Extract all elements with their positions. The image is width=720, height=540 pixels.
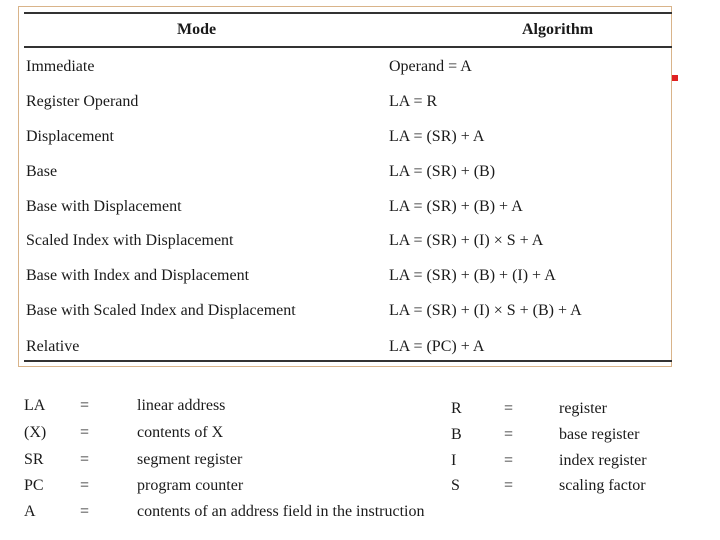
mode-cell: Scaled Index with Displacement bbox=[26, 232, 234, 249]
legend-equals: = bbox=[80, 477, 90, 494]
table-row bbox=[24, 338, 672, 373]
legend-equals: = bbox=[504, 426, 514, 443]
table-top-rule bbox=[24, 12, 672, 14]
table-row bbox=[24, 302, 672, 337]
table-row bbox=[24, 163, 672, 198]
table-row bbox=[24, 93, 672, 128]
table-row bbox=[24, 198, 672, 233]
table-row bbox=[24, 58, 672, 93]
legend-symbol: LA bbox=[24, 397, 46, 414]
algorithm-cell: LA = (SR) + A bbox=[389, 128, 485, 145]
mode-cell: Base with Scaled Index and Displacement bbox=[26, 302, 296, 319]
legend-symbol: S bbox=[451, 477, 460, 494]
mode-cell: Register Operand bbox=[26, 93, 139, 110]
legend-equals: = bbox=[80, 451, 90, 468]
legend-equals: = bbox=[504, 400, 514, 417]
legend-meaning: linear address bbox=[137, 397, 226, 414]
algorithm-cell: LA = (SR) + (B) + (I) + A bbox=[389, 267, 556, 284]
legend-equals: = bbox=[80, 397, 90, 414]
legend-equals: = bbox=[504, 452, 514, 469]
algorithm-cell: LA = (SR) + (B) bbox=[389, 163, 496, 180]
legend-symbol: B bbox=[451, 426, 462, 443]
legend-symbol: (X) bbox=[24, 424, 47, 441]
legend-meaning: base register bbox=[559, 426, 640, 443]
mode-cell: Base with Index and Displacement bbox=[26, 267, 250, 284]
red-bullet-marker bbox=[672, 75, 678, 81]
legend-symbol: I bbox=[451, 452, 457, 469]
legend-meaning: contents of X bbox=[137, 424, 224, 441]
legend-meaning: segment register bbox=[137, 451, 243, 468]
legend-equals: = bbox=[80, 424, 90, 441]
legend-equals: = bbox=[504, 477, 514, 494]
algorithm-cell: LA = (SR) + (B) + A bbox=[389, 198, 523, 215]
legend-symbol: SR bbox=[24, 451, 44, 468]
legend-symbol: A bbox=[24, 503, 36, 520]
mode-cell: Base bbox=[26, 163, 58, 180]
legend-meaning: register bbox=[559, 400, 607, 417]
legend-meaning: program counter bbox=[137, 477, 244, 494]
mode-cell: Relative bbox=[26, 338, 80, 355]
legend-symbol: R bbox=[451, 400, 462, 417]
mode-cell: Displacement bbox=[26, 128, 114, 145]
table-header-rule bbox=[24, 46, 672, 48]
table-bottom-rule bbox=[24, 360, 672, 362]
table-row bbox=[24, 128, 672, 163]
table-row bbox=[24, 267, 672, 302]
algorithm-cell: LA = (SR) + (I) × S + (B) + A bbox=[389, 302, 582, 319]
header-mode: Mode bbox=[177, 21, 217, 38]
table-row bbox=[24, 232, 672, 267]
mode-cell: Immediate bbox=[26, 58, 95, 75]
header-algorithm: Algorithm bbox=[522, 21, 594, 38]
algorithm-cell: Operand = A bbox=[389, 58, 472, 75]
mode-cell: Base with Displacement bbox=[26, 198, 182, 215]
algorithm-cell: LA = (SR) + (I) × S + A bbox=[389, 232, 544, 249]
algorithm-cell: LA = (PC) + A bbox=[389, 338, 485, 355]
legend-symbol: PC bbox=[24, 477, 44, 494]
legend-meaning: index register bbox=[559, 452, 647, 469]
legend-equals: = bbox=[80, 503, 90, 520]
legend-meaning: contents of an address field in the instruction bbox=[137, 503, 425, 520]
symbol-legend bbox=[24, 395, 704, 535]
algorithm-cell: LA = R bbox=[389, 93, 438, 110]
legend-meaning: scaling factor bbox=[559, 477, 646, 494]
